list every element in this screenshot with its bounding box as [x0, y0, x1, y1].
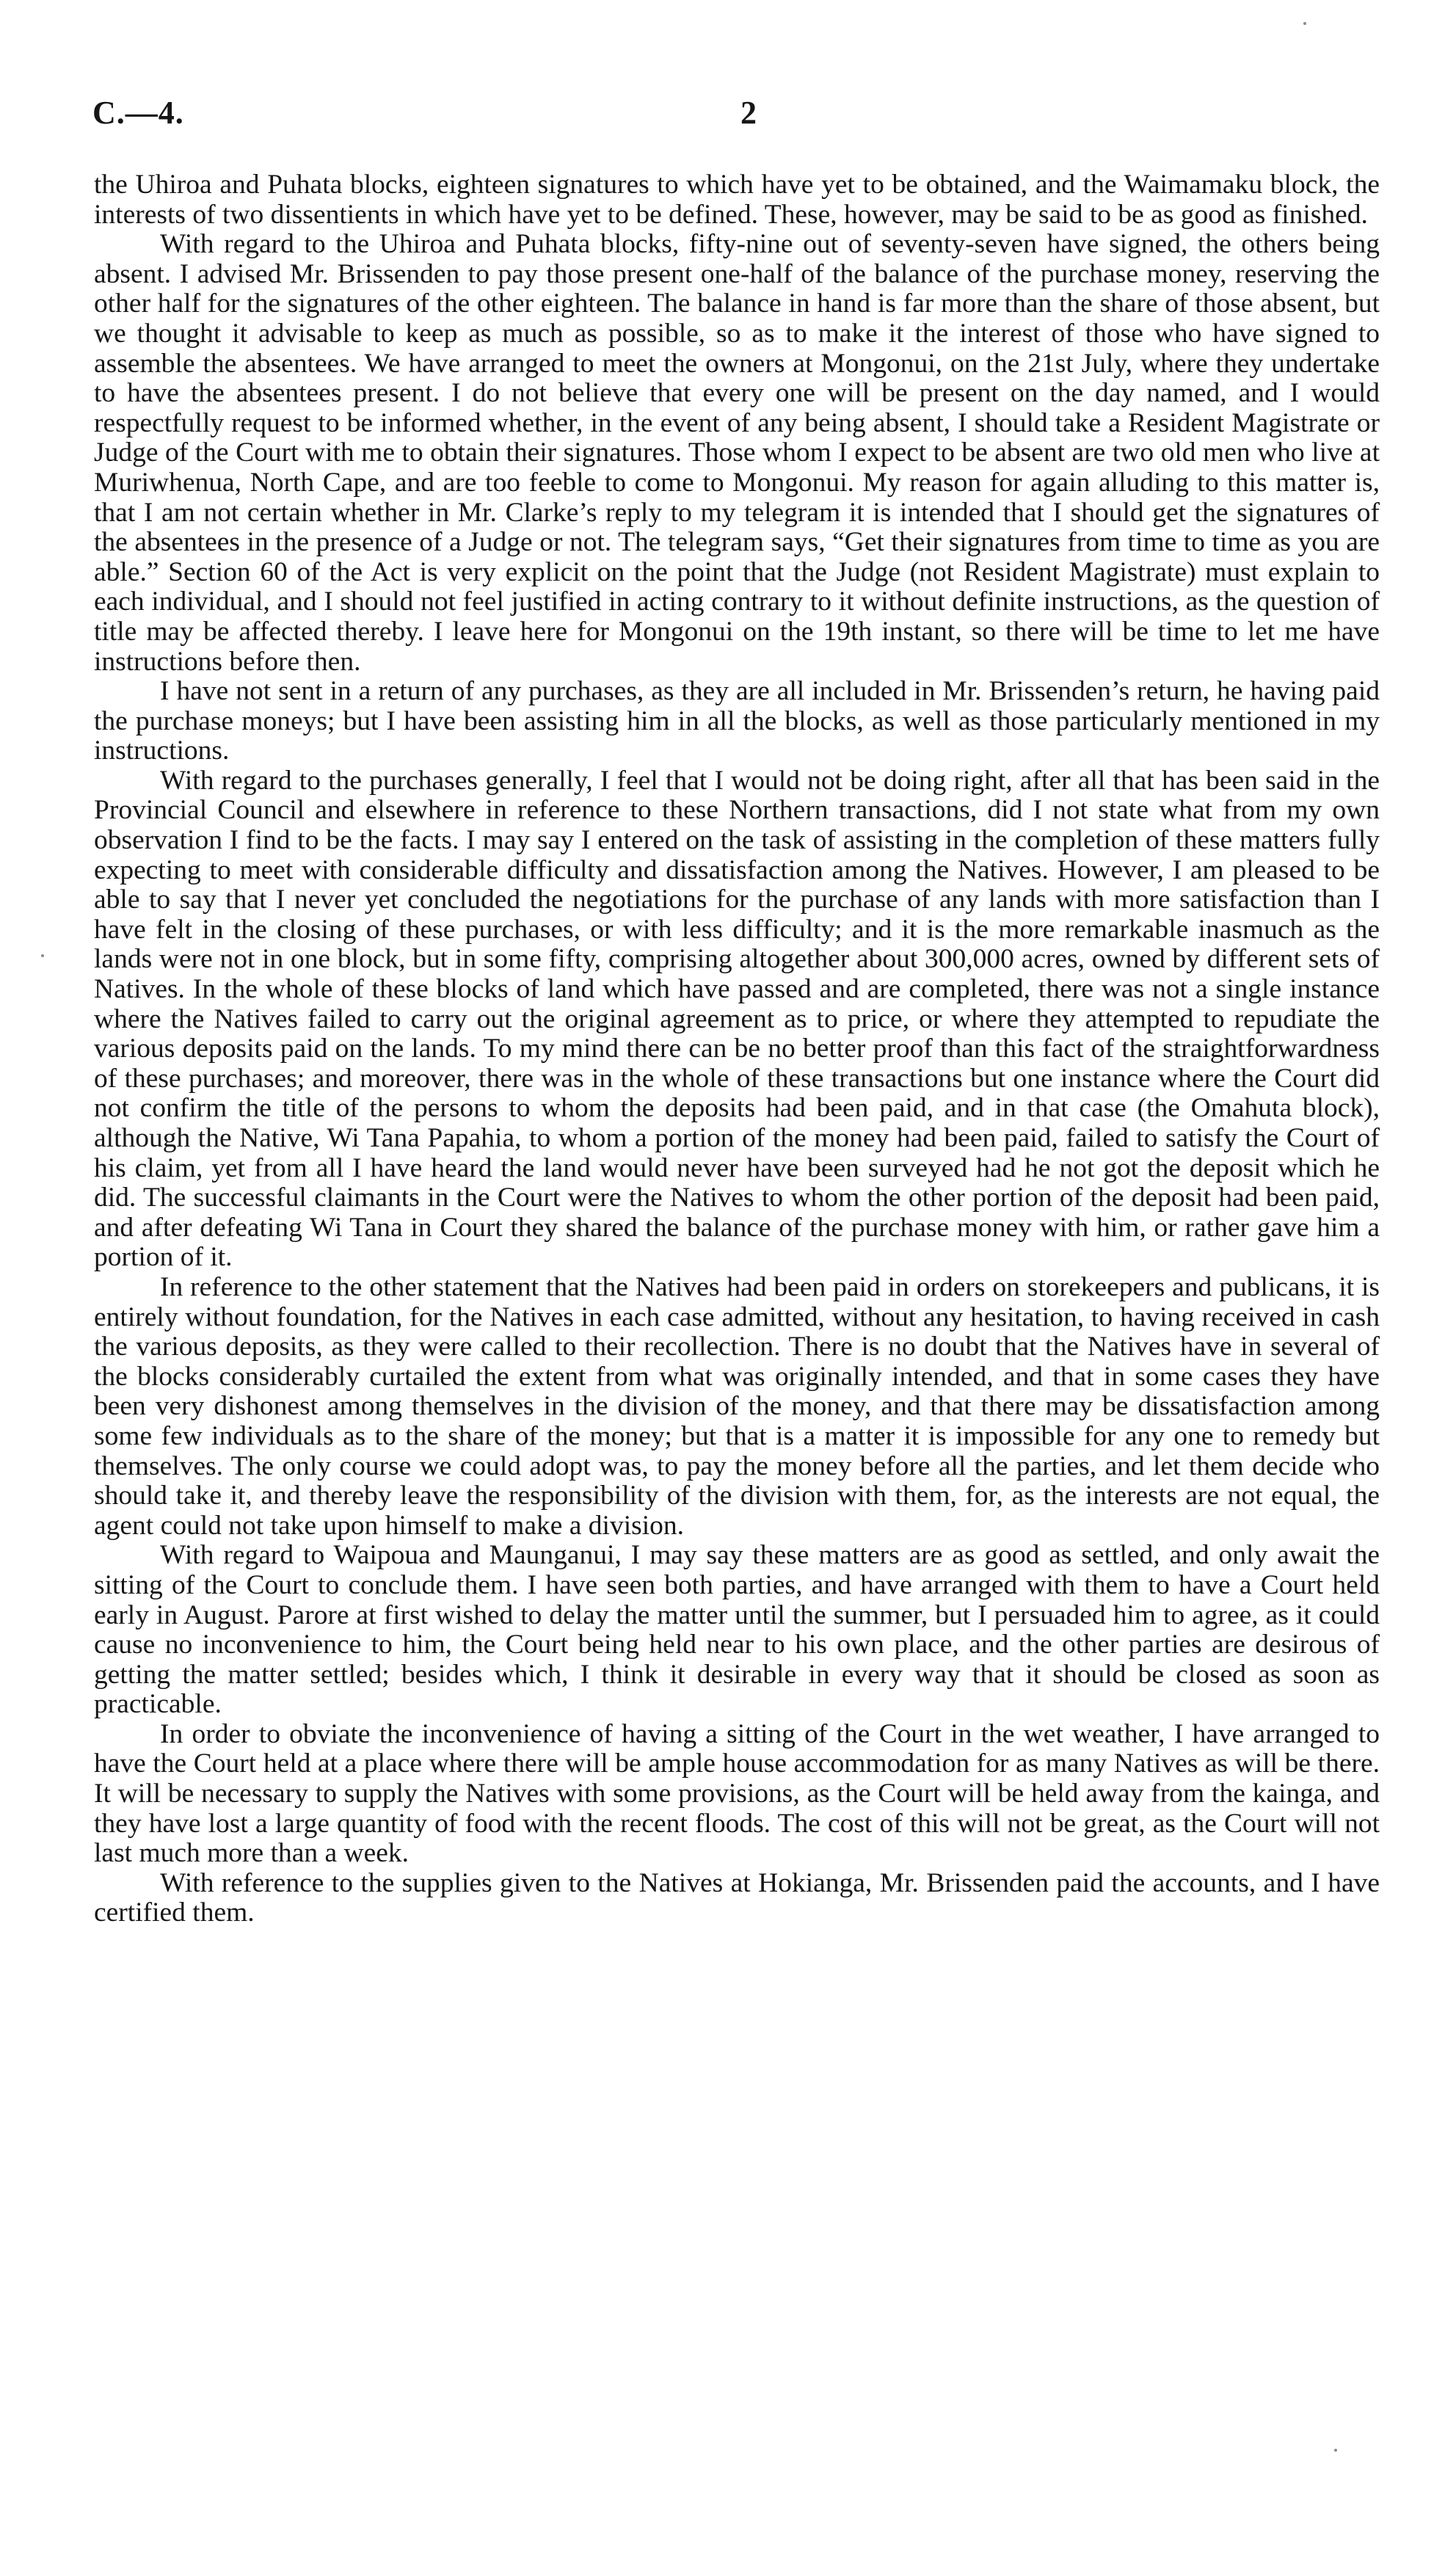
paragraph-purchases-generally: With regard to the purchases generally, I feel that I would not be doing right, after all that has been said in the Provincial Council and elsewhere in reference to these Northern transactions, did I not state what from my own observation I find to be the facts. I may say I entered on the task of assisting in the completion of these matters fully expecting to meet with considerable difficulty and dissatisfaction among the Natives. However, I am pleased to be able to say that I never yet concluded the negotiations for the purchase of any lands with more satisfaction than I have felt in the closing of these purchases, or with less difficulty; and it is the more remarkable inasmuch as the lands were not in one block, but in some fifty, comprising altogether about 300,000 acres, owned by different sets of Natives. In the whole of these blocks of land which have passed and are completed, there was not a single instance where the Natives failed to carry out the original agreement as to price, or where they attempted to repudiate the various deposits paid on the lands. To my mind there can be no better proof than this fact of the straightforwardness of these purchases; and moreover, there was in the whole of these transactions but one instance where the Court did not confirm the title of the persons to whom the deposits had been paid, and in that case (the Omahuta block), although the Native, Wi Tana Papahia, to whom a portion of the money had been paid, failed to satisfy the Court of his claim, yet from all I have heard the land would never have been surveyed had he not got the deposit which he did. The successful claimants in the Court were the Natives to whom the other portion of the deposit had been paid, and after defeating Wi Tana in Court they shared the balance of the purchase money with him, or rather gave him a portion of it.	[94, 765, 1380, 1273]
paragraph-continued: the Uhiroa and Puhata blocks, eighteen signatures to which have yet to be obtained, and the Waimamaku block, the interests of two dissentients in which have yet to be defined. These, however, may be said to be as good as finished.	[94, 170, 1380, 230]
body-text	[94, 170, 1380, 1928]
paragraph-court-sitting: In order to obviate the inconvenience of having a sitting of the Court in the wet weather, I have arranged to have the Court held at a place where there will be ample house accommodation for as many Natives as will be there. It will be necessary to supply the Natives with some provisions, as the Court will be held away from the kainga, and they have lost a large quantity of food with the recent floods. The cost of this will not be great, as the Court will not last much more than a week.	[94, 1718, 1380, 1869]
paragraph-hokianga-supplies: With reference to the supplies given to the Natives at Hokianga, Mr. Brissenden paid the accounts, and I have certified them.	[94, 1867, 1380, 1928]
scan-speck	[1303, 22, 1306, 25]
page-header	[88, 94, 1376, 138]
scan-speck	[41, 954, 44, 957]
paragraph-orders-statement: In reference to the other statement that the Natives had been paid in orders on storekeepers and publicans, it is entirely without foundation, for the Natives in each case admitted, without any hesitation, to having received in cash the various deposits, as they were called to their recollection. There is no doubt that the Natives have in several of the blocks considerably curtailed the extent from what was originally intended, and that in some cases they have been very dishonest among themselves in the division of the money, and that there may be dissatisfaction among some few individuals as to the share of the money; but that is a matter it is impossible for any one to remedy but themselves. The only course we could adopt was, to pay the money before all the parties, and let them decide who should take it, and thereby leave the responsibility of the division with them, for, as the interests are not equal, the agent could not take upon himself to make a division.	[94, 1271, 1380, 1541]
page-number: 2	[740, 95, 757, 131]
document-code: C.—4.	[92, 95, 184, 131]
paragraph-waipoua-maunganui: With regard to Waipoua and Maunganui, I may say these matters are as good as settled, and only await the sitting of the Court to conclude them. I have seen both parties, and have arranged with them to have a Court held early in August. Parore at first wished to delay the matter until the summer, but I persuaded him to agree, as it could cause no inconvenience to him, the Court being held near to his own place, and the other parties are desirous of getting the matter settled; besides which, I think it desirable in every way that it should be closed as soon as practicable.	[94, 1540, 1380, 1720]
paragraph-uhiroa-puhata: With regard to the Uhiroa and Puhata blocks, fifty-nine out of seventy-seven have signed, the others being absent. I advised Mr. Brissenden to pay those present one-half of the balance of the purchase money, reserving the other half for the signatures of the other eighteen. The balance in hand is far more than the share of those absent, but we thought it advisable to keep as much as possible, so as to make it the interest of those who have signed to assemble the absentees. We have arranged to meet the owners at Mongonui, on the 21st July, where they undertake to have the absentees present. I do not believe that every one will be present on the day named, and I would respectfully request to be informed whether, in the event of any being absent, I should take a Resident Magistrate or Judge of the Court with me to obtain their signatures. Those whom I expect to be absent are two old men who live at Muriwhenua, North Cape, and are too feeble to come to Mongonui. My reason for again alluding to this matter is, that I am not certain whether in Mr. Clarke’s reply to my telegram it is intended that I should get the signatures of the absentees in the presence of a Judge or not. The telegram says, “Get their signatures from time to time as you are able.” Section 60 of the Act is very explicit on the point that the Judge (not Resident Magistrate) must explain to each individual, and I should not feel justified in acting contrary to it without definite instructions, as the question of title may be affected thereby. I leave here for Mongonui on the 19th instant, so there will be time to let me have instructions before then.	[94, 229, 1380, 677]
scan-speck	[1334, 2449, 1337, 2452]
paragraph-returns: I have not sent in a return of any purchases, as they are all included in Mr. Brissenden’s return, he having paid the purchase moneys; but I have been assisting him in all the blocks, as well as those particularly mentioned in my instructions.	[94, 676, 1380, 766]
